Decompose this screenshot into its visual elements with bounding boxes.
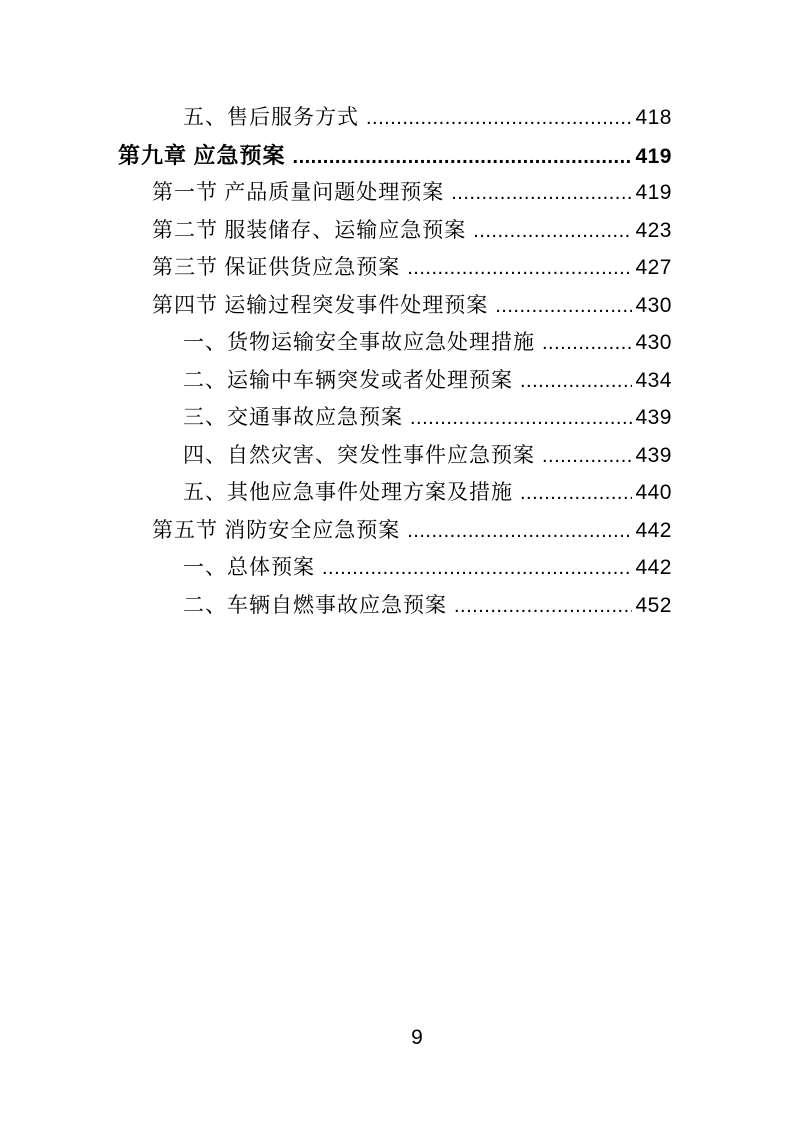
toc-entry-page-number: 419 [635,144,672,168]
toc-entry-page-number: 419 [635,181,672,204]
toc-entry-page-number: 440 [635,481,672,504]
toc-entry[interactable] [183,587,672,625]
dot-leader [495,288,632,326]
dot-leader [542,438,632,476]
toc-entry[interactable] [152,212,672,250]
dot-leader [407,250,632,288]
toc-entry-label: 第三节 保证供货应急预案 [152,255,401,279]
toc-entry[interactable] [183,99,672,137]
dot-leader [542,325,632,363]
toc-entry-page-number: 427 [635,256,672,279]
toc-entry[interactable] [183,362,672,400]
toc-entry-page-number: 442 [635,518,672,542]
footer-page-number: 9 [411,1026,423,1049]
dot-leader [520,363,632,401]
toc-entry-page-number: 452 [635,593,672,617]
dot-leader [451,175,632,213]
dot-leader [410,400,632,438]
dot-leader [407,513,632,551]
dot-leader [473,213,632,251]
toc-entry[interactable] [152,512,672,550]
toc-entry[interactable] [152,287,672,325]
toc-entry-page-number: 442 [635,556,672,579]
toc-entry-label: 三、交通事故应急预案 [183,405,403,429]
toc-entry[interactable] [183,324,672,362]
toc-entry[interactable] [118,137,672,175]
toc-entry-page-number: 434 [635,368,672,392]
toc-entry-label: 第四节 运输过程突发事件处理预案 [152,292,489,317]
toc-entry-page-number: 439 [635,443,672,467]
toc-entry-page-number: 439 [635,406,672,429]
dot-leader [293,139,633,177]
toc-entry-label: 第二节 服装储存、运输应急预案 [152,217,467,242]
toc-entry[interactable] [152,174,672,212]
toc-entry-label: 五、售后服务方式 [183,105,359,129]
toc-entry-label: 第九章 应急预案 [118,142,286,168]
toc-entry-label: 一、货物运输安全事故应急处理措施 [183,330,535,354]
toc-entry[interactable] [183,399,672,437]
toc-entry-label: 第一节 产品质量问题处理预案 [152,180,445,204]
toc-entry[interactable] [183,437,672,475]
dot-leader [454,588,632,626]
toc-entry-label: 二、运输中车辆突发或者处理预案 [183,367,513,392]
toc-entry-page-number: 430 [635,331,672,354]
dot-leader [366,100,632,138]
toc-entry-label: 五、其他应急事件处理方案及措施 [183,480,513,504]
toc-entry[interactable] [183,549,672,587]
toc-entry-page-number: 423 [635,218,672,242]
toc-entry-label: 一、总体预案 [183,555,315,579]
toc-entry-page-number: 418 [635,106,672,129]
toc-entry-label: 二、车辆自燃事故应急预案 [183,592,447,617]
table-of-contents [0,99,793,624]
toc-entry[interactable] [152,249,672,287]
toc-entry-page-number: 430 [635,293,672,317]
toc-entry[interactable] [183,474,672,512]
toc-entry-label: 第五节 消防安全应急预案 [152,517,401,542]
dot-leader [520,475,632,513]
dot-leader [322,550,632,588]
toc-entry-label: 四、自然灾害、突发性事件应急预案 [183,442,535,467]
